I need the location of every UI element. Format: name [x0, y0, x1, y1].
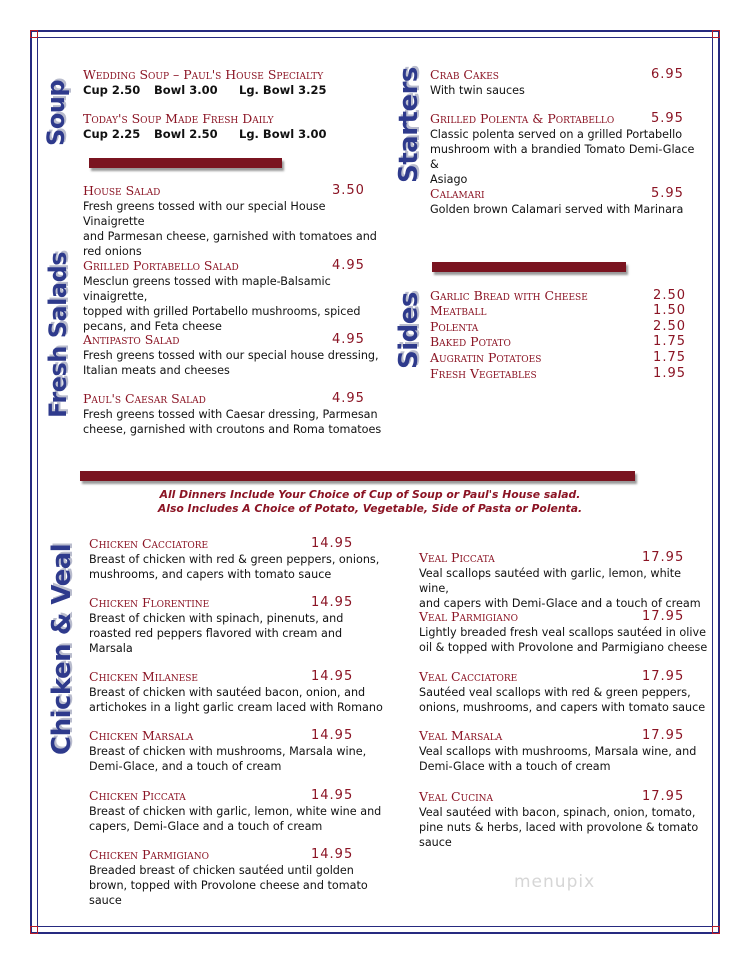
salad-item [83, 183, 383, 259]
side-item [430, 334, 686, 349]
chicken-price: 14.95 [311, 788, 354, 803]
corner-ornament-br [712, 926, 720, 934]
chicken-desc: Breast of chicken with mushrooms, Marsala wine, Demi-Glace, and a touch of cream [89, 745, 367, 773]
soup-sizes: Cup 2.50 Bowl 3.00 Lg. Bowl 3.25 [83, 83, 327, 97]
veal-price: 17.95 [642, 728, 685, 743]
starter-item [430, 67, 700, 98]
veal-item [419, 669, 714, 715]
section-title-fresh-salads: Fresh Salads [44, 251, 72, 418]
soup-item [83, 111, 373, 142]
salad-name: Antipasto Salad [83, 332, 180, 347]
soup-sizes: Cup 2.25 Bowl 2.50 Lg. Bowl 3.00 [83, 127, 327, 141]
starter-name: Calamari [430, 186, 485, 201]
side-item [430, 288, 686, 303]
side-item [430, 366, 686, 381]
chicken-name: Chicken Parmigiano [89, 847, 209, 862]
chicken-item [89, 536, 389, 582]
side-price: 1.50 [653, 303, 686, 318]
side-name: Garlic Bread with Cheese [430, 288, 588, 303]
starter-price: 5.95 [651, 186, 684, 201]
chicken-item [89, 595, 389, 656]
chicken-price: 14.95 [311, 536, 354, 551]
side-name: Fresh Vegetables [430, 366, 537, 381]
chicken-price: 14.95 [311, 669, 354, 684]
salad-name: Grilled Portabello Salad [83, 258, 239, 273]
veal-name: Veal Cucina [419, 789, 494, 804]
veal-item [419, 728, 714, 774]
corner-ornament-tr [712, 30, 720, 38]
side-item [430, 319, 686, 334]
chicken-name: Chicken Piccata [89, 788, 186, 803]
chicken-name: Chicken Cacciatore [89, 536, 209, 551]
veal-desc: Veal scallops with mushrooms, Marsala wine, and Demi-Glace with a touch of cream [419, 745, 697, 773]
side-price: 2.50 [653, 319, 686, 334]
veal-desc: Veal scallops sautéed with garlic, lemon, white wine, and capers with Demi-Glace and a touch of cream [419, 567, 701, 610]
side-name: Polenta [430, 319, 479, 334]
chicken-desc: Breast of chicken with spinach, pinenuts, and roasted red peppers flavored with cream and Marsala [89, 612, 344, 655]
chicken-price: 14.95 [311, 847, 354, 862]
starter-desc: Golden brown Calamari served with Marinara [430, 203, 684, 216]
starter-item [430, 111, 705, 187]
section-title-sides: Sides [394, 292, 424, 369]
chicken-desc: Breast of chicken with sautéed bacon, onion, and artichokes in a light garlic cream laced with Romano [89, 686, 383, 714]
soup-name: Wedding Soup – Paul's House Specialty [83, 67, 324, 82]
salad-item [83, 258, 383, 334]
side-item [430, 303, 686, 318]
corner-ornament-tl [30, 30, 38, 38]
starter-price: 6.95 [651, 67, 684, 82]
salad-name: House Salad [83, 183, 161, 198]
salad-desc: Fresh greens tossed with our special house dressing, Italian meats and cheeses [83, 349, 379, 377]
chicken-name: Chicken Milanese [89, 669, 199, 684]
veal-item [419, 789, 714, 850]
veal-item [419, 609, 714, 655]
section-title-starters: Starters [394, 67, 424, 183]
salad-desc: Fresh greens tossed with Caesar dressing, Parmesan cheese, garnished with croutons and Roma tomatoes [83, 408, 382, 436]
menupix-watermark: menupix [514, 872, 596, 892]
corner-ornament-bl [30, 926, 38, 934]
dinner-includes-note: All Dinners Include Your Choice of Cup of Soup or Paul's House salad. Also Includes A Choice of Potato, Vegetable, Side of Pasta or Polenta. [157, 488, 583, 515]
chicken-name: Chicken Florentine [89, 595, 210, 610]
starter-desc: Classic polenta served on a grilled Portabello mushroom with a brandied Tomato Demi-Glace & Asiago [430, 128, 695, 186]
salad-price: 3.50 [332, 183, 365, 198]
salad-item [83, 391, 383, 437]
veal-name: Veal Piccata [419, 550, 495, 565]
starter-price: 5.95 [651, 111, 684, 126]
chicken-name: Chicken Marsala [89, 728, 194, 743]
salad-price: 4.95 [332, 332, 365, 347]
side-price: 1.75 [653, 334, 686, 349]
veal-price: 17.95 [642, 789, 685, 804]
soup-item [83, 67, 373, 98]
chicken-item [89, 847, 389, 908]
veal-price: 17.95 [642, 609, 685, 624]
side-price: 1.95 [653, 366, 686, 381]
veal-name: Veal Parmigiano [419, 609, 519, 624]
section-title-chicken-veal: Chicken & Veal [47, 543, 77, 755]
salad-price: 4.95 [332, 258, 365, 273]
starter-name: Grilled Polenta & Portabello [430, 111, 615, 126]
veal-name: Veal Marsala [419, 728, 503, 743]
veal-name: Veal Cacciatore [419, 669, 518, 684]
salad-desc: Mesclun greens tossed with maple-Balsamic vinaigrette, topped with grilled Portabello mushrooms, spiced pecans, and Feta cheese [83, 275, 361, 333]
chicken-item [89, 669, 389, 715]
section-title-soup: Soup [42, 79, 70, 147]
chicken-price: 14.95 [311, 728, 354, 743]
side-name: Meatball [430, 303, 487, 318]
starter-item [430, 186, 700, 217]
side-price: 2.50 [653, 288, 686, 303]
divider-bar-dinners [80, 471, 635, 481]
divider-bar-starters [432, 262, 626, 272]
salad-item [83, 332, 383, 378]
salad-price: 4.95 [332, 391, 365, 406]
divider-bar-soup [89, 158, 282, 168]
salad-name: Paul's Caesar Salad [83, 391, 206, 406]
veal-desc: Sautéed veal scallops with red & green peppers, onions, mushrooms, and capers with tomato sauce [419, 686, 706, 714]
veal-item [419, 550, 714, 611]
starter-name: Crab Cakes [430, 67, 499, 82]
soup-name: Today's Soup Made Fresh Daily [83, 111, 274, 126]
chicken-desc: Breast of chicken with garlic, lemon, white wine and capers, Demi-Glace and a touch of cream [89, 805, 382, 833]
veal-price: 17.95 [642, 550, 685, 565]
chicken-price: 14.95 [311, 595, 354, 610]
veal-desc: Veal sautéed with bacon, spinach, onion, tomato, pine nuts & herbs, laced with provolone & tomato sauce [419, 806, 699, 849]
chicken-desc: Breaded breast of chicken sautéed until golden brown, topped with Provolone cheese and tomato sauce [89, 864, 368, 907]
side-price: 1.75 [653, 350, 686, 365]
starter-desc: With twin sauces [430, 84, 525, 97]
chicken-desc: Breast of chicken with red & green peppers, onions, mushrooms, and capers with tomato sauce [89, 553, 380, 581]
side-item [430, 350, 686, 365]
salad-desc: Fresh greens tossed with our special House Vinaigrette and Parmesan cheese, garnished with tomatoes and red onions [83, 200, 377, 258]
chicken-item [89, 728, 389, 774]
chicken-item [89, 788, 389, 834]
veal-price: 17.95 [642, 669, 685, 684]
side-name: Baked Potato [430, 334, 511, 349]
side-name: Augratin Potatoes [430, 350, 542, 365]
veal-desc: Lightly breaded fresh veal scallops sautéed in olive oil & topped with Provolone and Parmigiano cheese [419, 626, 708, 654]
